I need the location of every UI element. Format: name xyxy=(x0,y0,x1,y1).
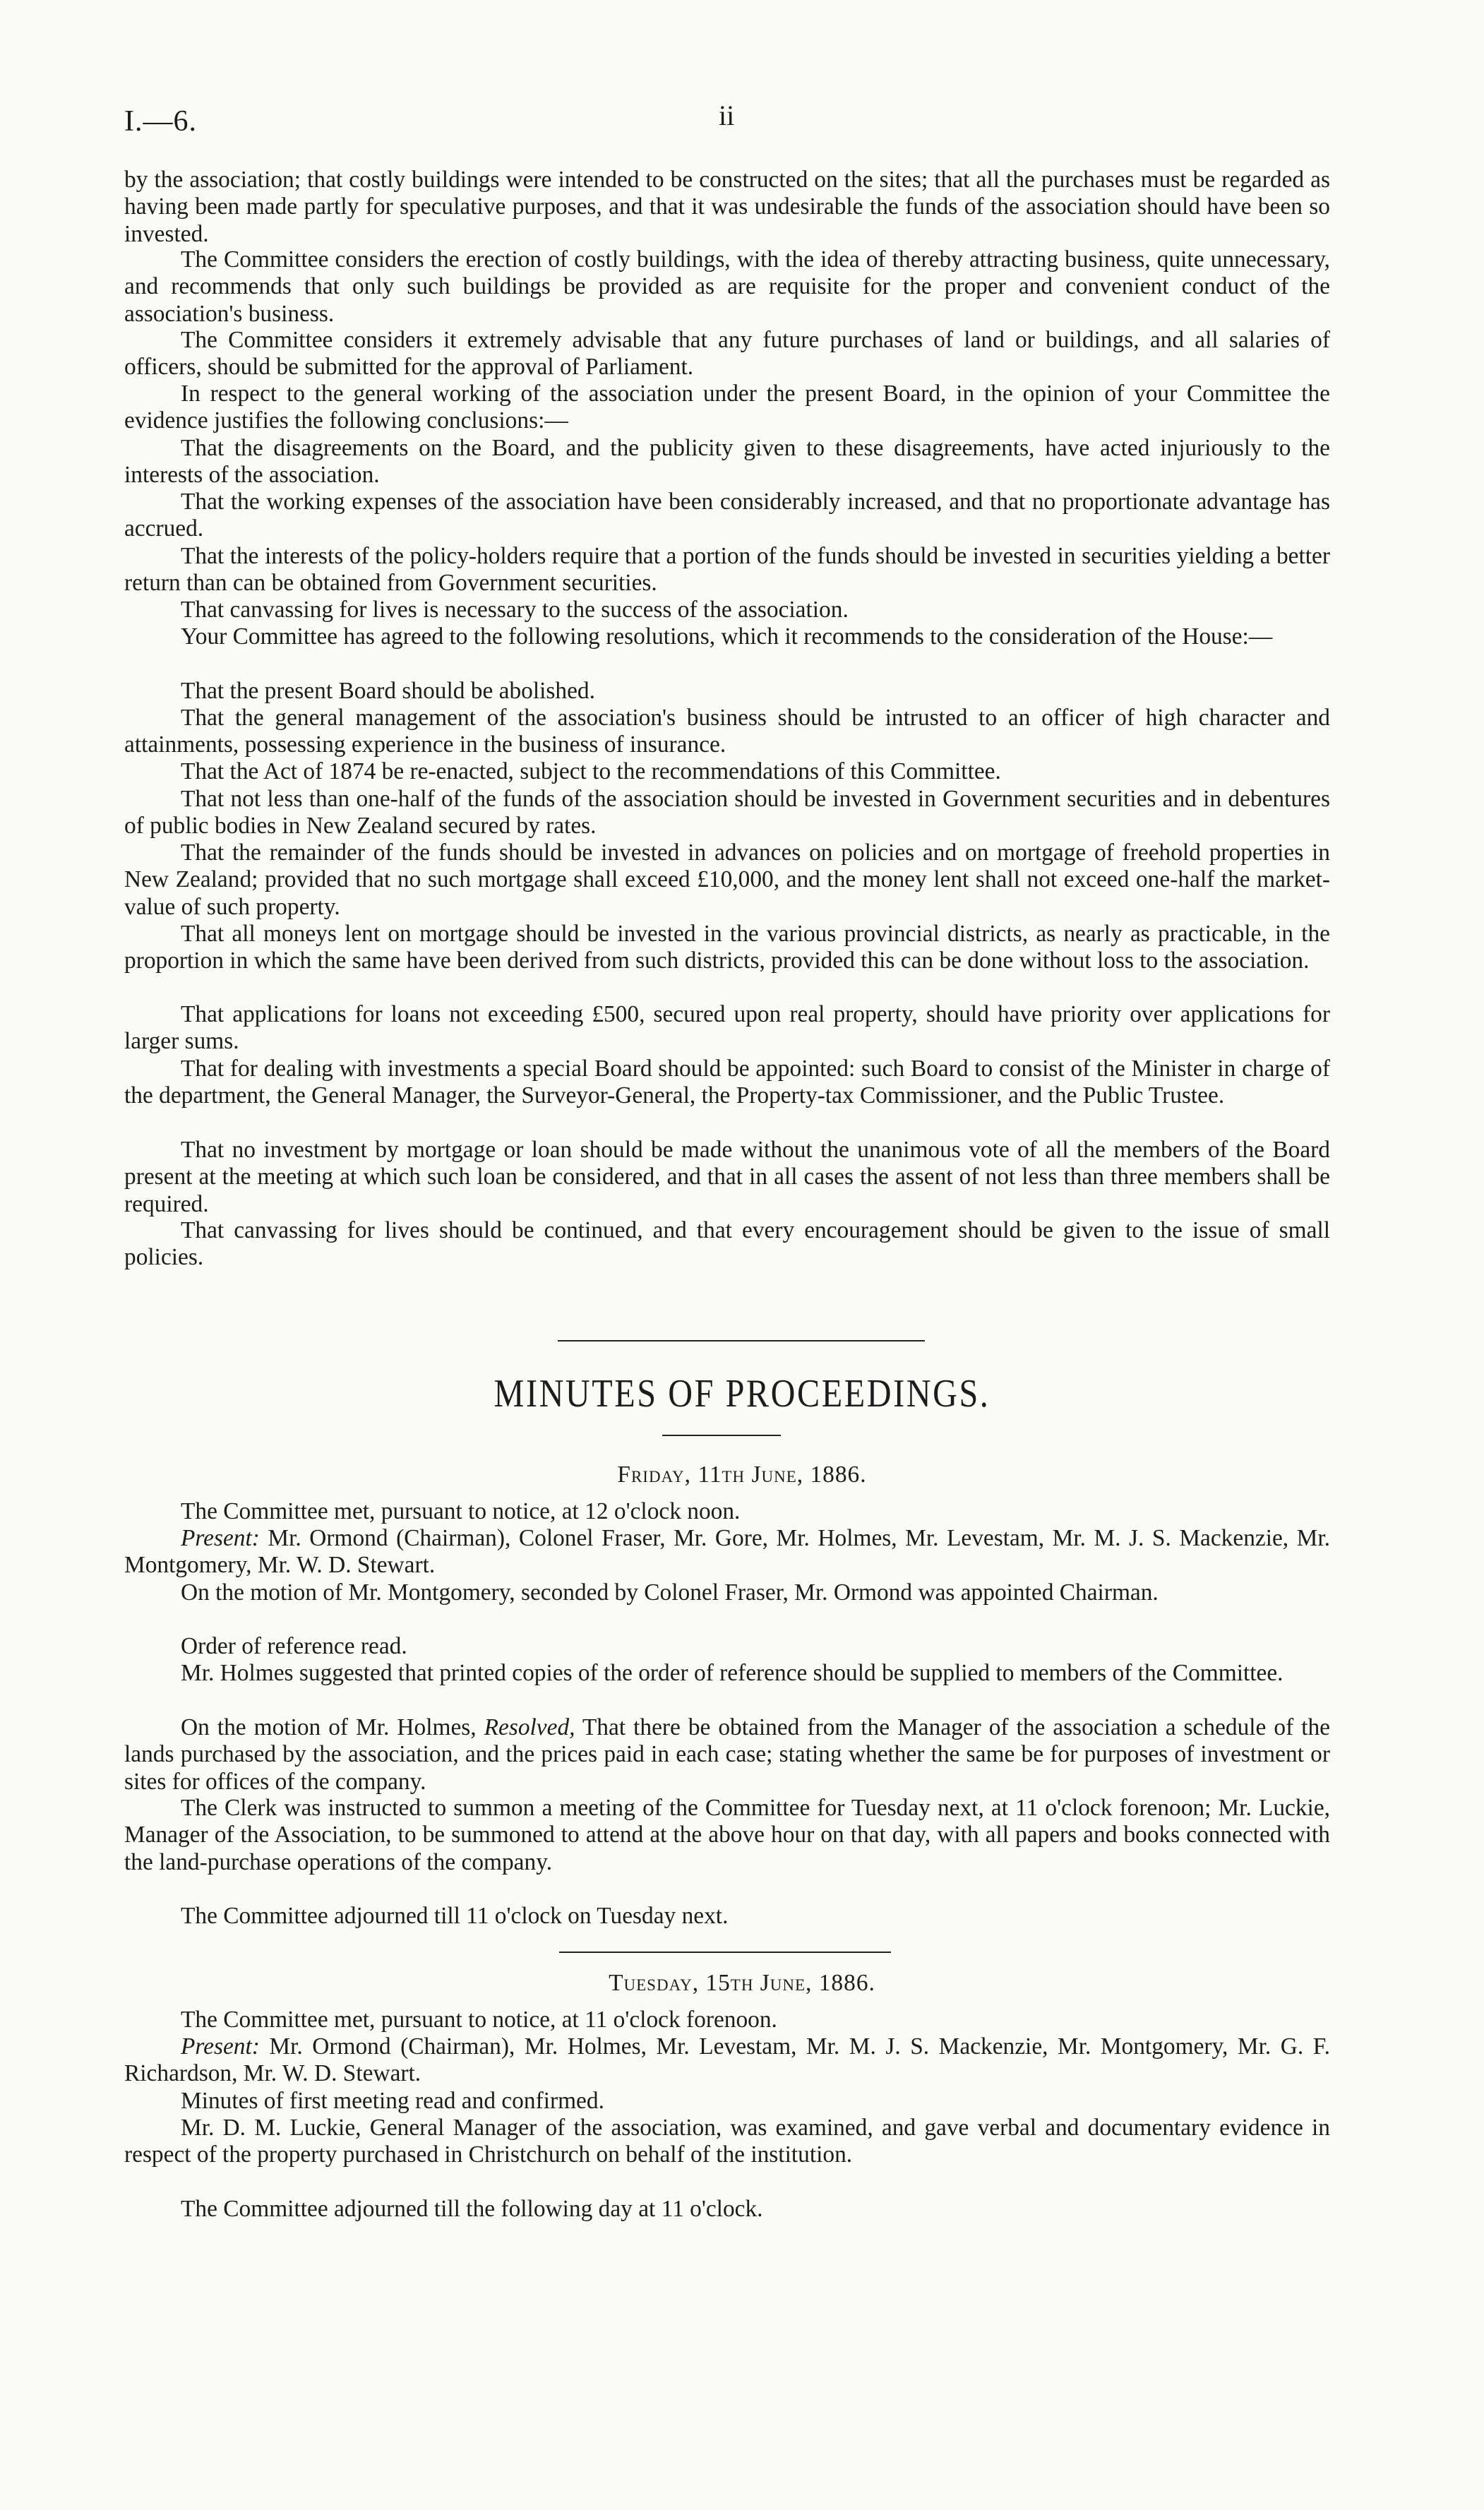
report-paragraph: Your Committee has agreed to the following resolutions, which it recommends to the consideration of the House:— xyxy=(181,623,1273,650)
report-paragraph: That the remainder of the funds should be invested in advances on policies and on mortgage of freehold properties in New Zealand; provided that no such mortgage shall exceed £10,000, and the money lent shall not exceed one-half the market-value of such property. xyxy=(124,839,1330,920)
report-paragraph: That canvassing for lives is necessary to the success of the association. xyxy=(181,597,849,623)
minutes-paragraph: Mr. Holmes suggested that printed copies of the order of reference should be supplied to members of the Committee. xyxy=(181,1660,1283,1686)
report-paragraph: The Committee considers the erection of costly buildings, with the idea of thereby attracting business, quite unnecessary, and recommends that only such buildings be provided as are requisite for the proper and convenient conduct of the association's business. xyxy=(124,246,1330,327)
report-paragraph: That the general management of the association's business should be intrusted to an officer of high character and attainments, possessing experience in the business of insurance. xyxy=(124,705,1330,758)
minutes-title: MINUTES OF PROCEEDINGS. xyxy=(493,1372,991,1416)
minutes-present xyxy=(124,2033,1330,2088)
minutes-paragraph: The Committee adjourned till the following day at 11 o'clock. xyxy=(181,2196,763,2222)
present-label: Present: xyxy=(181,1525,260,1551)
minutes-paragraph: The Committee met, pursuant to notice, at 12 o'clock noon. xyxy=(181,1498,741,1524)
page-header-code: I.—6. xyxy=(124,105,197,138)
resolution-text: That there be obtained from the Manager of the association a schedule of the lands purchased by the association, and the prices paid in each case; stating whether the same be for purposes of investment or sites for offices of the company. xyxy=(124,1714,1330,1795)
report-paragraph: That for dealing with investments a special Board should be appointed: such Board to consist of the Minister in charge of the department, the General Manager, the Surveyor-General, the Property-tax Commissioner, and the Public Trustee. xyxy=(124,1056,1330,1109)
report-paragraph: by the association; that costly buildings were intended to be constructed on the sites; that all the purchases must be regarded as having been made partly for speculative purposes, and that it was undesirable the funds of the association should have been so invested. xyxy=(124,167,1330,247)
page-number: ii xyxy=(719,100,735,131)
minutes-present xyxy=(124,1525,1330,1579)
report-paragraph: That all moneys lent on mortgage should be invested in the various provincial districts, as nearly as practicable, in the proportion in which the same have been derived from such districts, provided this can be done without loss to the association. xyxy=(124,921,1330,974)
minutes-paragraph: Mr. D. M. Luckie, General Manager of the association, was examined, and gave verbal and documentary evidence in respect of the property purchased in Christchurch on behalf of the institution. xyxy=(124,2115,1330,2168)
report-paragraph: In respect to the general working of the association under the present Board, in the opinion of your Committee the evidence justifies the following conclusions:— xyxy=(124,381,1330,434)
meeting-divider xyxy=(559,1952,891,1953)
section-divider xyxy=(558,1340,925,1341)
report-paragraph: The Committee considers it extremely advisable that any future purchases of land or buildings, and all salaries of officers, should be submitted for the approval of Parliament. xyxy=(124,327,1330,381)
minutes-paragraph: The Clerk was instructed to summon a meeting of the Committee for Tuesday next, at 11 o'clock forenoon; Mr. Luckie, Manager of the Association, to be summoned to attend at the above hour on that day, with all papers and books connected with the land-purchase operations of the company. xyxy=(124,1795,1330,1875)
resolution-intro: On the motion of Mr. Holmes, xyxy=(181,1714,484,1740)
report-paragraph: That no investment by mortgage or loan should be made without the unanimous vote of all the members of the Board present at the meeting at which such loan be considered, and that in all cases the assent of not less than three members shall be required. xyxy=(124,1137,1330,1217)
report-paragraph: That the disagreements on the Board, and the publicity given to these disagreements, have acted injuriously to the interests of the association. xyxy=(124,435,1330,489)
report-paragraph: That the interests of the policy-holders require that a portion of the funds should be invested in securities yielding a better return than can be obtained from Government securities. xyxy=(124,543,1330,597)
report-paragraph: That the Act of 1874 be re-enacted, subject to the recommendations of this Committee. xyxy=(181,758,1001,784)
minutes-resolution xyxy=(124,1714,1330,1795)
report-paragraph: That applications for loans not exceeding £500, secured upon real property, should have priority over applications for larger sums. xyxy=(124,1001,1330,1055)
report-paragraph: That not less than one-half of the funds of the association should be invested in Government securities and in debentures of public bodies in New Zealand secured by rates. xyxy=(124,786,1330,839)
minutes-paragraph: Order of reference read. xyxy=(181,1633,407,1659)
resolved-label: Resolved, xyxy=(484,1714,575,1740)
report-paragraph: That canvassing for lives should be continued, and that every encouragement should be given to the issue of small policies. xyxy=(124,1217,1330,1271)
present-members: Mr. Ormond (Chairman), Mr. Holmes, Mr. Levestam, Mr. M. J. S. Mackenzie, Mr. Montgomery, Mr. G. F. Richardson, Mr. W. D. Stewart. xyxy=(124,2033,1330,2087)
report-paragraph: That the present Board should be abolished. xyxy=(181,678,595,704)
meeting-date-tuesday: Tuesday, 15th June, 1886. xyxy=(609,1970,875,1996)
present-members: Mr. Ormond (Chairman), Colonel Fraser, Mr. Gore, Mr. Holmes, Mr. Levestam, Mr. M. J. S. Mackenzie, Mr. Montgomery, Mr. W. D. Stewart. xyxy=(124,1525,1330,1579)
minutes-paragraph: Minutes of first meeting read and confirmed. xyxy=(181,2088,604,2114)
minutes-paragraph: The Committee adjourned till 11 o'clock on Tuesday next. xyxy=(181,1903,729,1929)
minutes-paragraph: The Committee met, pursuant to notice, at 11 o'clock forenoon. xyxy=(181,2007,777,2033)
meeting-date-friday: Friday, 11th June, 1886. xyxy=(617,1462,867,1488)
minutes-paragraph: On the motion of Mr. Montgomery, seconded by Colonel Fraser, Mr. Ormond was appointed Chairman. xyxy=(181,1579,1159,1606)
report-paragraph: That the working expenses of the association have been considerably increased, and that no proportionate advantage has accrued. xyxy=(124,489,1330,542)
present-label: Present: xyxy=(181,2033,260,2060)
title-underline xyxy=(662,1435,781,1436)
